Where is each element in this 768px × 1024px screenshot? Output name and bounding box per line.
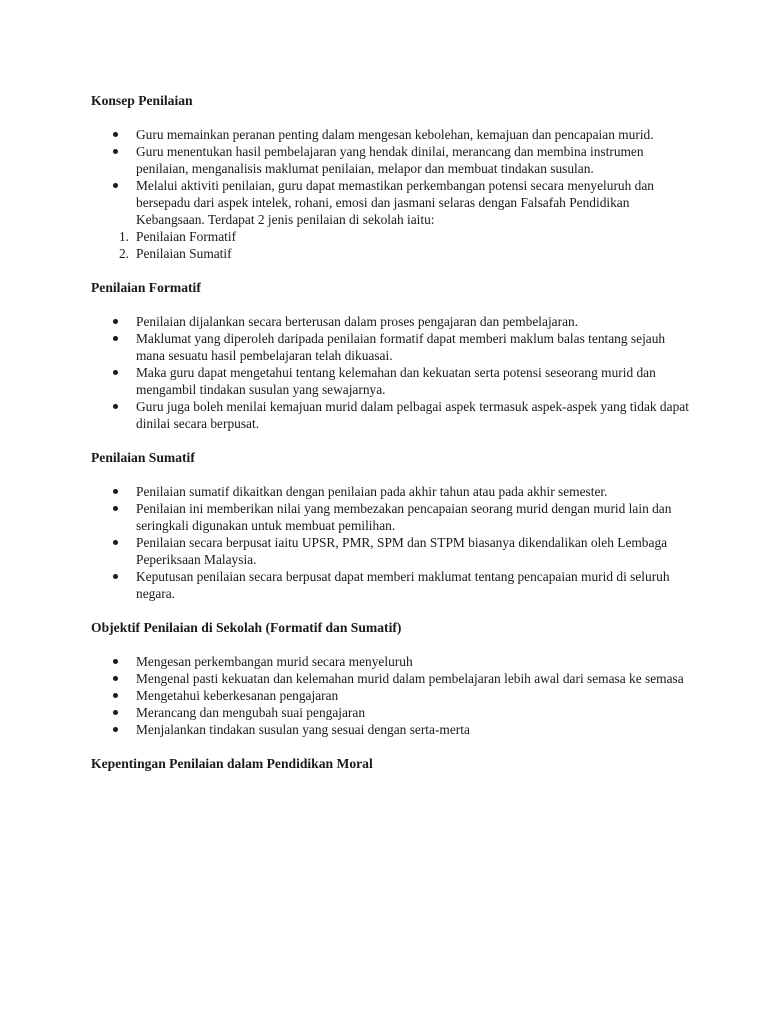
bullet-item: Melalui aktiviti penilaian, guru dapat memastikan perkembangan potensi secara menyeluruh dan bersepadu dari aspek intelek, rohani, emosi dan jasmani selaras dengan Falsafah Pendidikan Kebangsaan. Terdapat 2 jenis penilaian di sekolah iaitu: — [136, 177, 691, 228]
bullet-item: Maklumat yang diperoleh daripada penilaian formatif dapat memberi maklum balas tentang sejauh mana sesuatu hasil pembelajaran telah dikuasai. — [136, 330, 691, 364]
bullet-item: Keputusan penilaian secara berpusat dapat memberi maklumat tentang pencapaian murid di seluruh negara. — [136, 568, 691, 602]
bullet-item: Penilaian sumatif dikaitkan dengan penilaian pada akhir tahun atau pada akhir semester. — [136, 483, 691, 500]
section-objektif-penilaian — [91, 619, 691, 738]
section-heading: Konsep Penilaian — [91, 93, 193, 108]
bullet-item: Guru juga boleh menilai kemajuan murid dalam pelbagai aspek termasuk aspek-aspek yang tidak dapat dinilai secara berpusat. — [136, 398, 691, 432]
bullet-item: Penilaian ini memberikan nilai yang membezakan pencapaian seorang murid dengan murid lain dan seringkali digunakan untuk membuat pemilihan. — [136, 500, 691, 534]
item-number: 1. — [118, 229, 129, 244]
bullet-item: Menjalankan tindakan susulan yang sesuai dengan serta-merta — [136, 721, 691, 738]
section-heading: Kepentingan Penilaian dalam Pendidikan Moral — [91, 756, 373, 771]
bullet-item: Penilaian secara berpusat iaitu UPSR, PMR, SPM dan STPM biasanya dikendalikan oleh Lembaga Peperiksaan Malaysia. — [136, 534, 691, 568]
bullet-list — [91, 483, 691, 602]
section-heading: Penilaian Formatif — [91, 280, 201, 295]
numbered-item — [118, 228, 691, 245]
bullet-list — [91, 653, 691, 738]
bullet-list — [91, 126, 691, 228]
numbered-item — [118, 245, 691, 262]
section-heading: Objektif Penilaian di Sekolah (Formatif dan Sumatif) — [91, 620, 402, 635]
section-penilaian-formatif — [91, 279, 691, 432]
bullet-item: Mengesan perkembangan murid secara menyeluruh — [136, 653, 691, 670]
bullet-item: Guru memainkan peranan penting dalam mengesan kebolehan, kemajuan dan pencapaian murid. — [136, 126, 691, 143]
document-page — [91, 92, 691, 772]
section-kepentingan-penilaian — [91, 755, 691, 772]
item-text: Penilaian Formatif — [136, 229, 237, 244]
bullet-list — [91, 313, 691, 432]
numbered-list — [91, 228, 691, 262]
bullet-item: Maka guru dapat mengetahui tentang kelemahan dan kekuatan serta potensi seseorang murid dan mengambil tindakan susulan yang sewajarnya. — [136, 364, 691, 398]
bullet-item: Mengenal pasti kekuatan dan kelemahan murid dalam pembelajaran lebih awal dari semasa ke semasa — [136, 670, 691, 687]
item-number: 2. — [118, 246, 129, 261]
bullet-item: Mengetahui keberkesanan pengajaran — [136, 687, 691, 704]
item-text: Penilaian Sumatif — [136, 246, 232, 261]
bullet-item: Guru menentukan hasil pembelajaran yang hendak dinilai, merancang dan membina instrumen penilaian, menganalisis maklumat penilaian, melapor dan membuat tindakan susulan. — [136, 143, 691, 177]
section-heading: Penilaian Sumatif — [91, 450, 195, 465]
section-konsep-penilaian — [91, 92, 691, 262]
bullet-item: Merancang dan mengubah suai pengajaran — [136, 704, 691, 721]
section-penilaian-sumatif — [91, 449, 691, 602]
bullet-item: Penilaian dijalankan secara berterusan dalam proses pengajaran dan pembelajaran. — [136, 313, 691, 330]
